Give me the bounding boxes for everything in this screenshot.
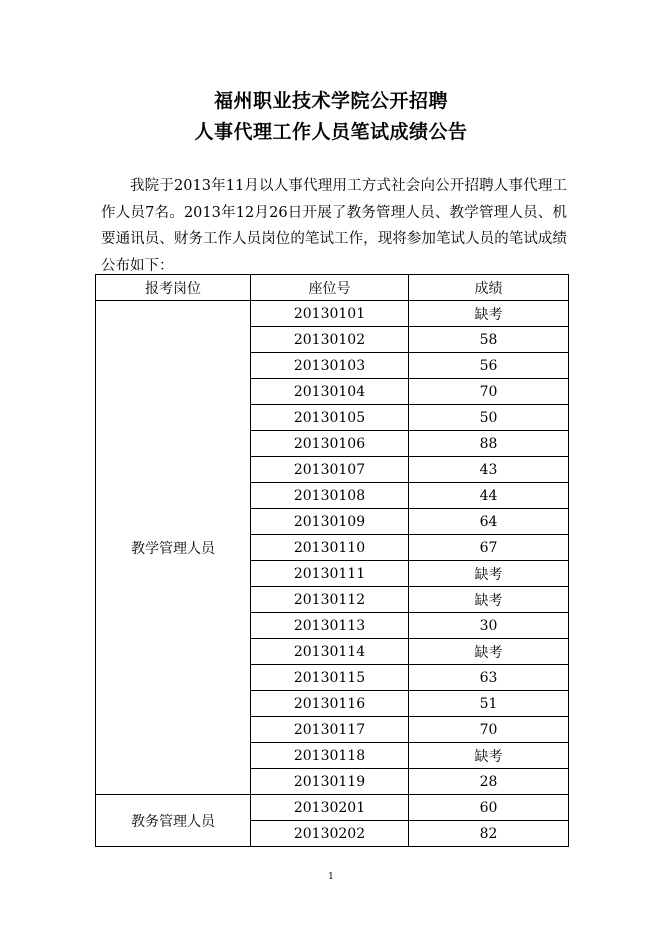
position-cell: 教学管理人员: [96, 301, 251, 795]
score-cell: 58: [409, 327, 569, 353]
score-table: [95, 274, 569, 847]
score-cell: 缺考: [409, 561, 569, 587]
seat-number-cell: 20130108: [251, 483, 409, 509]
seat-number-cell: 20130110: [251, 535, 409, 561]
header-score: 成绩: [409, 275, 569, 301]
seat-number-cell: 20130119: [251, 769, 409, 795]
score-cell: 28: [409, 769, 569, 795]
score-cell: 70: [409, 717, 569, 743]
score-cell: 88: [409, 431, 569, 457]
score-cell: 44: [409, 483, 569, 509]
score-cell: 缺考: [409, 743, 569, 769]
score-cell: 缺考: [409, 639, 569, 665]
seat-number-cell: 20130109: [251, 509, 409, 535]
score-cell: 51: [409, 691, 569, 717]
seat-number-cell: 20130101: [251, 301, 409, 327]
table-header-row: [96, 275, 569, 301]
score-cell: 60: [409, 795, 569, 821]
header-position: 报考岗位: [96, 275, 251, 301]
seat-number-cell: 20130102: [251, 327, 409, 353]
document-title-line-2: 人事代理工作人员笔试成绩公告: [194, 121, 468, 143]
score-cell: 82: [409, 821, 569, 847]
seat-number-cell: 20130116: [251, 691, 409, 717]
seat-number-cell: 20130103: [251, 353, 409, 379]
seat-number-cell: 20130201: [251, 795, 409, 821]
document-title-line-1: 福州职业技术学院公开招聘: [213, 90, 448, 112]
header-seat-number: 座位号: [251, 275, 409, 301]
table-row: [96, 795, 569, 821]
seat-number-cell: 20130106: [251, 431, 409, 457]
seat-number-cell: 20130115: [251, 665, 409, 691]
score-cell: 43: [409, 457, 569, 483]
score-cell: 缺考: [409, 301, 569, 327]
seat-number-cell: 20130107: [251, 457, 409, 483]
seat-number-cell: 20130114: [251, 639, 409, 665]
score-cell: 67: [409, 535, 569, 561]
score-cell: 缺考: [409, 587, 569, 613]
seat-number-cell: 20130105: [251, 405, 409, 431]
seat-number-cell: 20130113: [251, 613, 409, 639]
seat-number-cell: 20130202: [251, 821, 409, 847]
score-cell: 64: [409, 509, 569, 535]
position-cell: 教务管理人员: [96, 795, 251, 847]
seat-number-cell: 20130112: [251, 587, 409, 613]
score-cell: 30: [409, 613, 569, 639]
page-number: 1: [328, 872, 334, 882]
score-cell: 70: [409, 379, 569, 405]
seat-number-cell: 20130118: [251, 743, 409, 769]
intro-paragraph: 我院于2013年11月以人事代理用工方式社会向公开招聘人事代理工作人员7名。2013年12月26日开展了教务管理人员、教学管理人员、机要通讯员、财务工作人员岗位的笔试工作，现将参加笔试人员的笔试成绩公布如下：: [101, 178, 567, 275]
table-row: [96, 301, 569, 327]
seat-number-cell: 20130117: [251, 717, 409, 743]
seat-number-cell: 20130111: [251, 561, 409, 587]
score-cell: 50: [409, 405, 569, 431]
score-cell: 56: [409, 353, 569, 379]
score-table-body: [96, 301, 569, 847]
score-cell: 63: [409, 665, 569, 691]
seat-number-cell: 20130104: [251, 379, 409, 405]
